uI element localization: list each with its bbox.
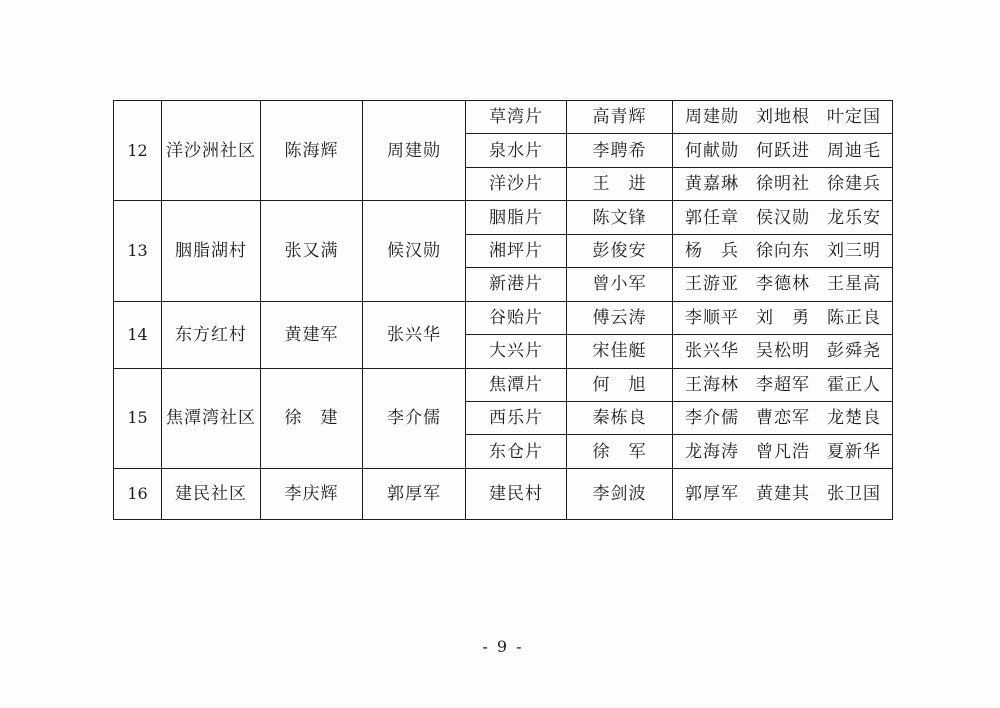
member-name: 王星高 bbox=[827, 274, 881, 295]
member-name: 郭厚军 bbox=[685, 483, 739, 504]
row-number: 14 bbox=[114, 301, 162, 368]
area-head: 宋佳艇 bbox=[567, 335, 673, 368]
area-members-cell bbox=[673, 201, 893, 234]
area-name: 建民村 bbox=[466, 468, 567, 519]
member-name: 吴松明 bbox=[756, 341, 810, 362]
area-name: 东仓片 bbox=[466, 435, 567, 468]
member-name: 霍正人 bbox=[827, 374, 881, 395]
person-a: 徐 建 bbox=[261, 368, 363, 468]
member-name: 郭任章 bbox=[685, 207, 739, 228]
member-name: 王海林 bbox=[685, 374, 739, 395]
page-number: - 9 - bbox=[482, 637, 524, 656]
area-name: 胭脂片 bbox=[466, 201, 567, 234]
member-name: 何献勋 bbox=[685, 140, 739, 161]
area-head: 高青辉 bbox=[567, 101, 673, 134]
member-name: 徐向东 bbox=[756, 240, 810, 261]
unit-name: 焦潭湾社区 bbox=[162, 368, 261, 468]
member-name: 周迪毛 bbox=[827, 140, 881, 161]
area-members bbox=[685, 484, 881, 504]
area-head: 徐 军 bbox=[567, 435, 673, 468]
area-members bbox=[685, 341, 881, 361]
area-name: 焦潭片 bbox=[466, 368, 567, 401]
table-row bbox=[114, 301, 893, 334]
person-a: 陈海辉 bbox=[261, 101, 363, 201]
member-name: 黄建其 bbox=[756, 483, 810, 504]
area-members bbox=[685, 208, 881, 228]
area-name: 草湾片 bbox=[466, 101, 567, 134]
member-name: 龙海涛 bbox=[685, 441, 739, 462]
member-name: 张卫国 bbox=[827, 483, 881, 504]
row-number: 15 bbox=[114, 368, 162, 468]
area-head: 王 进 bbox=[567, 167, 673, 200]
area-members bbox=[685, 141, 881, 161]
member-name: 龙乐安 bbox=[827, 207, 881, 228]
unit-name: 洋沙洲社区 bbox=[162, 101, 261, 201]
person-b: 李介儒 bbox=[363, 368, 466, 468]
area-head: 彭俊安 bbox=[567, 234, 673, 267]
member-name: 陈正良 bbox=[827, 307, 881, 328]
area-name: 大兴片 bbox=[466, 335, 567, 368]
member-name: 李德林 bbox=[756, 274, 810, 295]
member-name: 徐建兵 bbox=[827, 174, 881, 195]
area-head: 傅云涛 bbox=[567, 301, 673, 334]
member-name: 曹恋军 bbox=[756, 408, 810, 429]
area-head: 李剑波 bbox=[567, 468, 673, 519]
table-row bbox=[114, 101, 893, 134]
member-name: 刘三明 bbox=[827, 240, 881, 261]
member-name: 叶定国 bbox=[827, 107, 881, 128]
area-members bbox=[685, 274, 881, 294]
person-b: 郭厚军 bbox=[363, 468, 466, 519]
area-members bbox=[685, 408, 881, 428]
member-name: 彭舜尧 bbox=[827, 341, 881, 362]
area-head: 陈文锋 bbox=[567, 201, 673, 234]
table-row bbox=[114, 468, 893, 519]
area-members-cell bbox=[673, 435, 893, 468]
area-head: 秦栋良 bbox=[567, 401, 673, 434]
area-name: 湘坪片 bbox=[466, 234, 567, 267]
area-head: 曾小军 bbox=[567, 268, 673, 301]
area-name: 泉水片 bbox=[466, 134, 567, 167]
area-name: 西乐片 bbox=[466, 401, 567, 434]
area-members-cell bbox=[673, 468, 893, 519]
area-members bbox=[685, 174, 881, 194]
area-name: 谷贻片 bbox=[466, 301, 567, 334]
area-members-cell bbox=[673, 401, 893, 434]
person-b: 候汉勋 bbox=[363, 201, 466, 301]
row-number: 16 bbox=[114, 468, 162, 519]
person-b: 张兴华 bbox=[363, 301, 466, 368]
unit-name: 胭脂湖村 bbox=[162, 201, 261, 301]
person-b: 周建勋 bbox=[363, 101, 466, 201]
person-a: 黄建军 bbox=[261, 301, 363, 368]
area-members bbox=[685, 308, 881, 328]
member-name: 侯汉勋 bbox=[756, 207, 810, 228]
member-name: 李介儒 bbox=[685, 408, 739, 429]
area-members-cell bbox=[673, 368, 893, 401]
unit-name: 建民社区 bbox=[162, 468, 261, 519]
row-number: 12 bbox=[114, 101, 162, 201]
area-head: 何 旭 bbox=[567, 368, 673, 401]
area-members-cell bbox=[673, 301, 893, 334]
member-name: 张兴华 bbox=[685, 341, 739, 362]
person-a: 张又满 bbox=[261, 201, 363, 301]
area-head: 李聘希 bbox=[567, 134, 673, 167]
area-members-cell bbox=[673, 234, 893, 267]
area-members-cell bbox=[673, 134, 893, 167]
area-members-cell bbox=[673, 335, 893, 368]
area-name: 洋沙片 bbox=[466, 167, 567, 200]
member-name: 李超军 bbox=[756, 374, 810, 395]
table-row bbox=[114, 201, 893, 234]
area-members-cell bbox=[673, 167, 893, 200]
area-members bbox=[685, 107, 881, 127]
area-members-cell bbox=[673, 268, 893, 301]
member-name: 徐明社 bbox=[756, 174, 810, 195]
area-members bbox=[685, 442, 881, 462]
area-name: 新港片 bbox=[466, 268, 567, 301]
member-name: 龙楚良 bbox=[827, 408, 881, 429]
roster-table bbox=[113, 100, 893, 520]
area-members bbox=[685, 241, 881, 261]
member-name: 刘地根 bbox=[756, 107, 810, 128]
member-name: 夏新华 bbox=[827, 441, 881, 462]
member-name: 李顺平 bbox=[685, 307, 739, 328]
member-name: 黄嘉琳 bbox=[685, 174, 739, 195]
member-name: 曾凡浩 bbox=[756, 441, 810, 462]
person-a: 李庆辉 bbox=[261, 468, 363, 519]
area-members-cell bbox=[673, 101, 893, 134]
member-name: 刘 勇 bbox=[756, 307, 810, 328]
member-name: 何跃进 bbox=[756, 140, 810, 161]
member-name: 王游亚 bbox=[685, 274, 739, 295]
unit-name: 东方红村 bbox=[162, 301, 261, 368]
table-row bbox=[114, 368, 893, 401]
row-number: 13 bbox=[114, 201, 162, 301]
area-members bbox=[685, 375, 881, 395]
member-name: 杨 兵 bbox=[685, 240, 739, 261]
member-name: 周建勋 bbox=[685, 107, 739, 128]
